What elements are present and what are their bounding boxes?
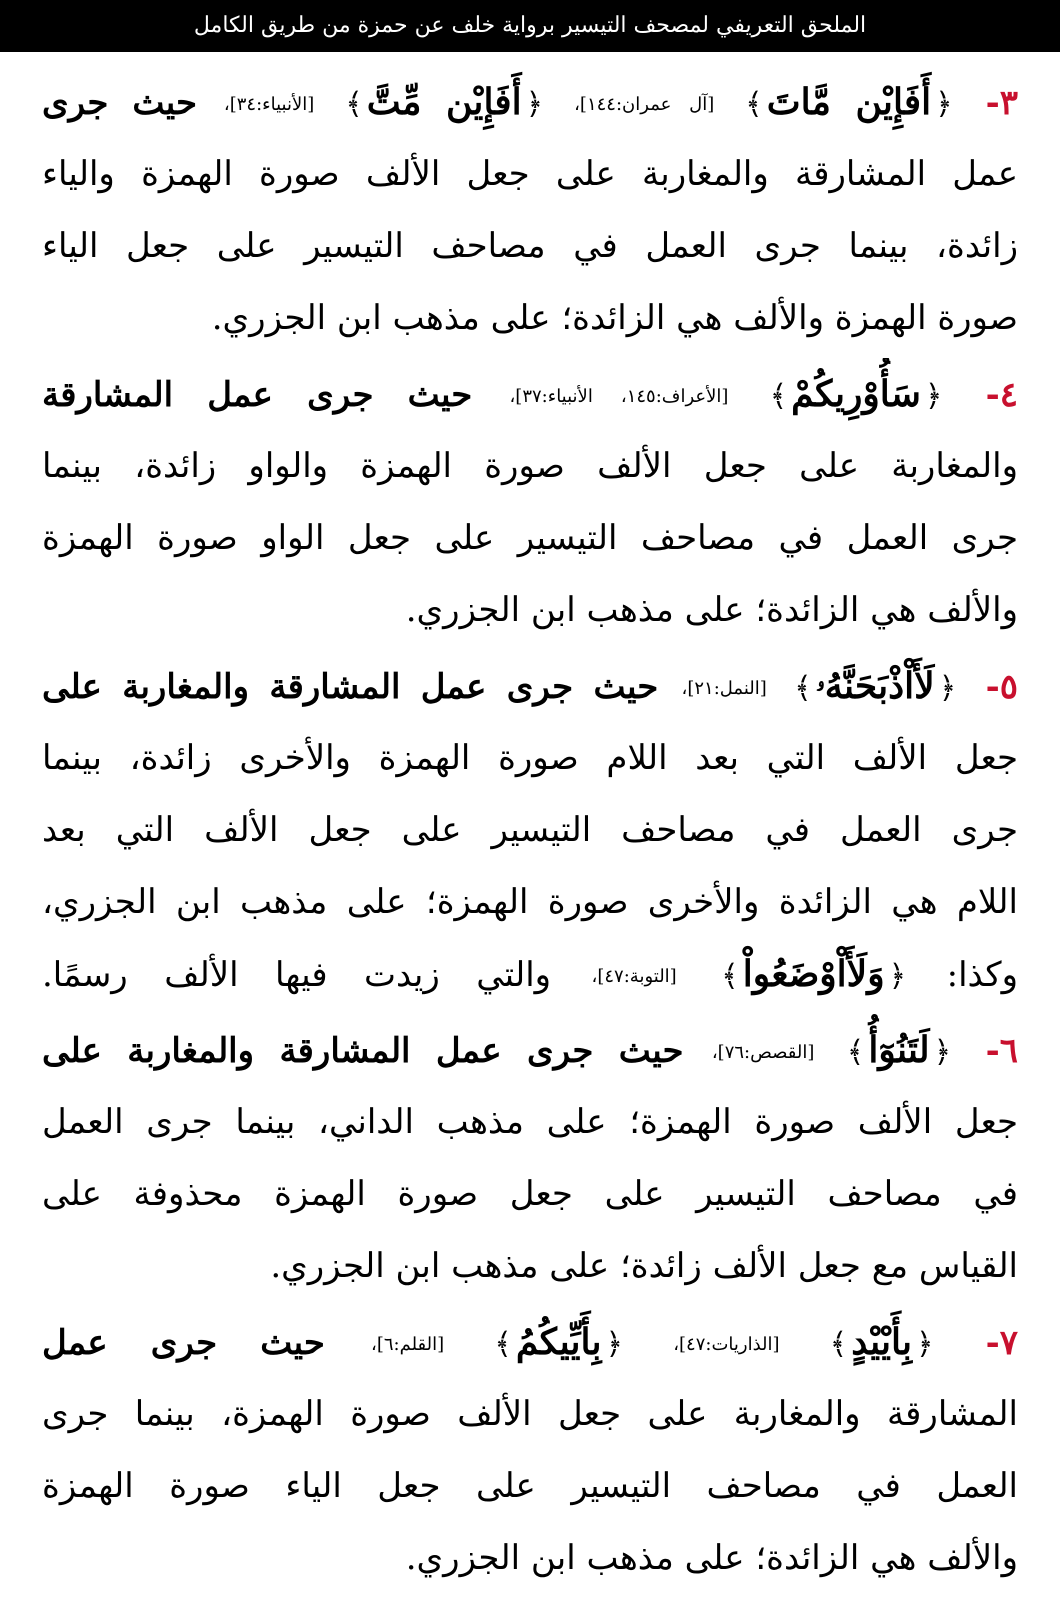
- ornate-bracket-open-icon: ﴿: [938, 671, 957, 706]
- entry-line: القياس مع جعل الألف زائدة؛ على مذهب ابن الجزري.: [270, 1246, 1018, 1286]
- entry-6: [42, 1014, 1018, 1302]
- entry-line: اللام هي الزائدة والأخرى صورة الهمزة؛ على مذهب ابن الجزري،: [42, 882, 1018, 922]
- entry-line: صورة الهمزة والألف هي الزائدة؛ على مذهب ابن الجزري.: [211, 298, 1018, 338]
- entry-number: ٥-: [985, 667, 1018, 707]
- verse-reference: [الأنبياء:٣٤]،: [223, 94, 315, 115]
- verse-reference: [آل عمران:١٤٤]،: [574, 94, 715, 115]
- ornate-bracket-close-icon: ﴾: [721, 959, 739, 994]
- entry-text: وكذا:: [946, 955, 1018, 995]
- verse-reference: [الذاريات:٤٧]،: [673, 1334, 780, 1355]
- entry-line: [42, 938, 1018, 1010]
- entry-text: حيث جرى: [42, 83, 197, 123]
- entry-number: ٤-: [985, 375, 1018, 415]
- verse-reference: [الأعراف:١٤٥، الأنبياء:٣٧]،: [509, 386, 729, 407]
- page-header: [0, 0, 1060, 52]
- entry-text: حيث جرى عمل المشارقة والمغاربة على: [42, 1031, 684, 1071]
- entry-line: عمل المشارقة والمغاربة على جعل الألف صورة الهمزة والياء: [42, 154, 1018, 194]
- verse-reference: [القصص:٧٦]،: [711, 1042, 815, 1063]
- entry-line: زائدة، بينما جرى العمل في مصاحف التيسير على جعل الياء: [42, 226, 1018, 266]
- entry-line: [42, 1306, 1018, 1378]
- entry-line: المشارقة والمغاربة على جعل الألف صورة الهمزة، بينما جرى: [42, 1394, 1018, 1434]
- verse-reference: [القلم:٦]،: [371, 1334, 445, 1355]
- ornate-bracket-close-icon: ﴾: [829, 1327, 848, 1362]
- ornate-bracket-close-icon: ﴾: [769, 379, 788, 414]
- quran-word: لَتَنُوٓأُ: [868, 1029, 930, 1071]
- entry-5: [42, 650, 1018, 1010]
- entry-line: والألف هي الزائدة؛ على مذهب ابن الجزري.: [405, 1538, 1018, 1578]
- entry-line: والمغاربة على جعل الألف صورة الهمزة والواو زائدة، بينما: [42, 446, 1018, 486]
- page-content: [42, 66, 1018, 1598]
- ornate-bracket-open-icon: ﴿: [933, 1035, 952, 1070]
- ornate-bracket-close-icon: ﴾: [345, 87, 363, 122]
- entry-line: جرى العمل في مصاحف التيسير على جعل الواو صورة الهمزة: [42, 518, 1018, 558]
- entry-number: ٣-: [985, 83, 1018, 123]
- ornate-bracket-open-icon: ﴿: [915, 1327, 934, 1362]
- verse-reference: [التوبة:٤٧]،: [591, 966, 677, 987]
- entry-line: جعل الألف صورة الهمزة؛ على مذهب الداني، بينما جرى العمل: [42, 1102, 1018, 1142]
- quran-word: أَفَإِيْن مَّاتَ: [766, 81, 932, 123]
- entry-line: والألف هي الزائدة؛ على مذهب ابن الجزري.: [405, 590, 1018, 630]
- quran-word: أَفَإِيْن مِّتَّ: [366, 81, 522, 123]
- entry-line: [42, 1014, 1018, 1086]
- entry-number: ٧-: [985, 1323, 1018, 1363]
- entry-line: [42, 66, 1018, 138]
- ornate-bracket-open-icon: ﴿: [924, 379, 943, 414]
- ornate-bracket-close-icon: ﴾: [745, 87, 763, 122]
- entry-line: جرى العمل في مصاحف التيسير على جعل الألف التي بعد: [42, 810, 1018, 850]
- quran-word: سَأُوْرِيكُمْ: [791, 373, 921, 415]
- entry-text: والتي زيدت فيها الألف رسمًا.: [42, 955, 552, 995]
- ornate-bracket-open-icon: ﴿: [888, 959, 907, 994]
- verse-reference: [النمل:٢١]،: [681, 678, 767, 699]
- ornate-bracket-close-icon: ﴾: [794, 671, 812, 706]
- entry-line: العمل في مصاحف التيسير على جعل الياء صورة الهمزة: [42, 1466, 1018, 1506]
- ornate-bracket-close-icon: ﴾: [846, 1035, 865, 1070]
- quran-word: لَأَاْذْبَحَنَّهُۥ: [815, 665, 935, 707]
- ornate-bracket-close-icon: ﴾: [494, 1327, 512, 1362]
- entry-line: [42, 358, 1018, 430]
- entry-text: حيث جرى عمل المشارقة والمغاربة على: [42, 667, 659, 707]
- header-title: الملحق التعريفي لمصحف التيسير برواية خلف عن حمزة من طريق الكامل: [193, 13, 867, 38]
- ornate-bracket-open-icon: ﴿: [525, 87, 544, 122]
- quran-word: وَلَأَاْوْضَعُواْ: [742, 953, 885, 995]
- entry-line: [42, 650, 1018, 722]
- quran-word: بِأَيْيْدٍ: [851, 1321, 912, 1363]
- entry-line: جعل الألف التي بعد اللام صورة الهمزة والأخرى زائدة، بينما: [42, 738, 1018, 778]
- entry-number: ٦-: [985, 1031, 1018, 1071]
- entry-text: حيث جرى عمل: [42, 1323, 325, 1363]
- entry-7: [42, 1306, 1018, 1594]
- entry-line: في مصاحف التيسير على جعل صورة الهمزة محذوفة على: [42, 1174, 1018, 1214]
- quran-word: بِأَيِّيكُمُ: [515, 1321, 602, 1363]
- ornate-bracket-open-icon: ﴿: [935, 87, 953, 122]
- ornate-bracket-open-icon: ﴿: [605, 1327, 624, 1362]
- entry-text: حيث جرى عمل المشارقة: [42, 375, 473, 415]
- entry-4: [42, 358, 1018, 646]
- entry-3: [42, 66, 1018, 354]
